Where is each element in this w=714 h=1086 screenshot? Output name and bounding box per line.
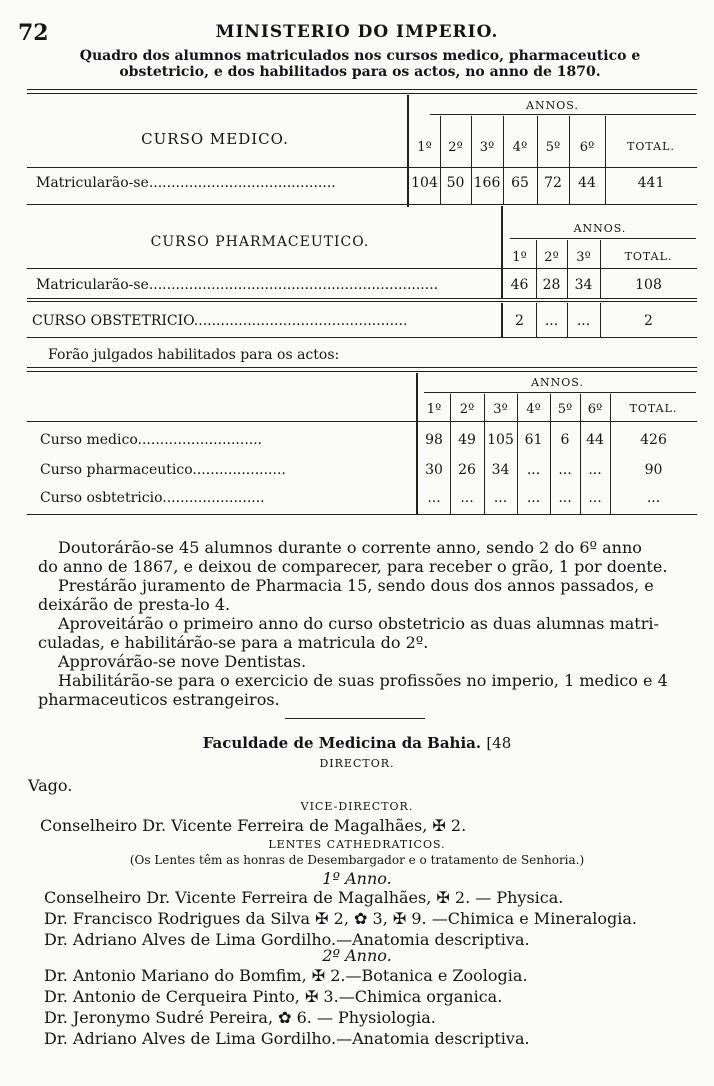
- table-cell: 34: [491, 462, 510, 478]
- year-header: 1º: [426, 402, 442, 417]
- paragraph-line: deixárão de presta-lo 4.: [38, 595, 231, 614]
- year-header: 2º: [459, 402, 475, 417]
- table-caption-line-2: obstetricio, e dos habilitados para os actos, no anno de 1870.: [119, 64, 601, 80]
- rule: [27, 301, 697, 302]
- row-label-text: Curso osbtetricio: [40, 490, 163, 506]
- director-label: DIRECTOR.: [319, 757, 395, 770]
- anno2-label: 2º Anno.: [322, 946, 392, 965]
- lente-entry: Dr. Francisco Rodrigues da Silva ✠ 2, ✿ 3, ✠ 9. —Chimica e Mineralogia.: [44, 909, 637, 928]
- table-cell: 108: [635, 277, 662, 293]
- rule: [430, 114, 696, 115]
- lente-entry: Dr. Adriano Alves de Lima Gordilho.—Anatomia descriptiva.: [44, 930, 530, 949]
- table-cell: ...: [588, 490, 602, 506]
- year-header: 6º: [587, 402, 603, 417]
- lentes-label: LENTES CATHEDRATICOS.: [268, 838, 446, 851]
- table-cell: ...: [576, 313, 591, 329]
- rule: [27, 514, 697, 515]
- lente-entry: Dr. Antonio Mariano do Bomfim, ✠ 2.—Botanica e Zoologia.: [44, 966, 528, 985]
- faculdade-title: Faculdade de Medicina da Bahia. [48: [202, 734, 512, 752]
- paragraph-line: Habilitárão-se para o exercicio de suas profissões no imperio, 1 medico e 4: [58, 671, 668, 690]
- anno1-label: 1º Anno.: [322, 869, 392, 888]
- rule: [510, 238, 696, 239]
- rule: [27, 298, 697, 299]
- total-header: TOTAL.: [627, 140, 675, 153]
- year-header: 4º: [526, 402, 541, 417]
- paragraph-line: Prestárão juramento de Pharmacia 15, sendo dous dos annos passados, e: [58, 576, 654, 595]
- table-cell: 426: [640, 432, 667, 448]
- year-header: 3º: [479, 140, 495, 155]
- table-cell: 61: [524, 432, 543, 448]
- rule: [27, 371, 697, 372]
- total-header: TOTAL.: [629, 402, 678, 415]
- running-head: MINISTERIO DO IMPERIO.: [215, 22, 499, 42]
- vice-director-name: Conselheiro Dr. Vicente Ferreira de Magalhães, ✠ 2.: [40, 816, 467, 835]
- lentes-note: (Os Lentes têm as honras de Desembargador e o tratamento de Senhoria.): [129, 853, 585, 867]
- pharm-title: CURSO PHARMACEUTICO.: [150, 234, 370, 250]
- table-cell: ...: [526, 462, 541, 478]
- paragraph-line: Doutorárão-se 45 alumnos durante o corrente anno, sendo 2 do 6º anno: [58, 538, 642, 557]
- table-cell: 72: [544, 175, 562, 191]
- table-cell: 30: [425, 462, 443, 478]
- rule: [424, 392, 696, 393]
- rule: [27, 204, 697, 205]
- lente-entry: Dr. Jeronymo Sudré Pereira, ✿ 6. — Physiologia.: [44, 1008, 436, 1027]
- year-header: 2º: [448, 140, 463, 155]
- year-header: 1º: [512, 250, 527, 265]
- table-cell: ...: [588, 462, 602, 478]
- medico-row-label: Matricularão-se..........................................: [36, 175, 336, 191]
- year-header: 6º: [579, 140, 595, 155]
- table-cell: ...: [460, 490, 474, 506]
- table-cell: 44: [578, 175, 596, 191]
- annos-label: ANNOS.: [526, 99, 579, 112]
- medico-title: CURSO MEDICO.: [141, 130, 289, 148]
- obst-row-label: CURSO OBSTETRICIO................................................: [32, 313, 408, 329]
- table-cell: 104: [411, 175, 438, 191]
- table-cell: 34: [574, 277, 593, 293]
- rule: [27, 421, 697, 422]
- page-ref: [48: [486, 734, 512, 752]
- paragraph-line: culadas, e habilitárão-se para a matricula do 2º.: [38, 633, 429, 652]
- table-cell: 49: [458, 432, 476, 448]
- section-divider: [285, 718, 425, 719]
- habilitados-row-label: Curso osbtetricio.......................: [40, 490, 265, 506]
- year-header: 5º: [545, 140, 561, 155]
- rule: [27, 337, 697, 338]
- rule: [27, 93, 697, 94]
- year-header: 2º: [544, 250, 559, 265]
- paragraph-line: do anno de 1867, e deixou de comparecer, para receber o grão, 1 por doente.: [38, 557, 668, 576]
- habilitados-row-label: Curso pharmaceutico.....................: [40, 462, 286, 478]
- annos-label: ANNOS.: [531, 376, 584, 389]
- row-label-text: Curso pharmaceutico: [40, 462, 193, 478]
- table-cell: 26: [458, 462, 476, 478]
- rule: [27, 268, 697, 269]
- rule: [27, 167, 697, 168]
- pharm-row-label: Matricularão-se.................................................................: [36, 277, 439, 293]
- annos-label: ANNOS.: [573, 222, 627, 235]
- table-cell: ...: [427, 490, 441, 506]
- table-cell: 65: [511, 175, 529, 191]
- table-cell: 44: [586, 432, 604, 448]
- table-cell: 50: [446, 175, 465, 191]
- habilitados-row-label: Curso medico............................: [40, 432, 263, 448]
- table-cell: 166: [473, 175, 501, 191]
- year-header: 3º: [493, 402, 508, 417]
- rule: [27, 89, 697, 90]
- habilitados-intro: Forão julgados habilitados para os actos:: [48, 347, 340, 363]
- table-cell: 98: [425, 432, 443, 448]
- year-header: 5º: [557, 402, 573, 417]
- year-header: 4º: [512, 140, 528, 155]
- table-cell: ...: [646, 490, 661, 506]
- year-header: 3º: [576, 250, 591, 265]
- table-cell: 46: [510, 277, 529, 293]
- table-cell: ...: [558, 462, 572, 478]
- director-name: Vago.: [28, 776, 73, 795]
- lente-entry: Dr. Antonio de Cerqueira Pinto, ✠ 3.—Chimica organica.: [44, 987, 503, 1006]
- table-caption-line-1: Quadro dos alumnos matriculados nos cursos medico, pharmaceutico e: [79, 48, 641, 64]
- paragraph-line: pharmaceuticos estrangeiros.: [38, 690, 280, 709]
- page-number: 72: [18, 20, 49, 46]
- table-cell: ...: [544, 313, 559, 329]
- table-cell: ...: [493, 490, 508, 506]
- table-cell: 441: [637, 175, 665, 191]
- table-cell: 2: [644, 313, 653, 329]
- total-header: TOTAL.: [624, 250, 673, 263]
- paragraph-line: Approvárão-se nove Dentistas.: [58, 652, 307, 671]
- table-cell: 105: [487, 432, 514, 448]
- year-header: 1º: [417, 140, 432, 155]
- lente-entry: Dr. Adriano Alves de Lima Gordilho.—Anatomia descriptiva.: [44, 1029, 530, 1048]
- table-cell: ...: [526, 490, 541, 506]
- table-cell: ...: [558, 490, 572, 506]
- vice-director-label: VICE-DIRECTOR.: [300, 800, 414, 813]
- row-label-text: Curso medico: [40, 432, 138, 448]
- rule: [27, 367, 697, 368]
- table-cell: 2: [515, 313, 524, 329]
- table-cell: 6: [560, 432, 570, 448]
- table-cell: 28: [542, 277, 561, 293]
- table-cell: 90: [644, 462, 663, 478]
- paragraph-line: Aproveitárão o primeiro anno do curso obstetricio as duas alumnas matri-: [58, 614, 659, 633]
- lente-entry: Conselheiro Dr. Vicente Ferreira de Magalhães, ✠ 2. — Physica.: [44, 888, 564, 907]
